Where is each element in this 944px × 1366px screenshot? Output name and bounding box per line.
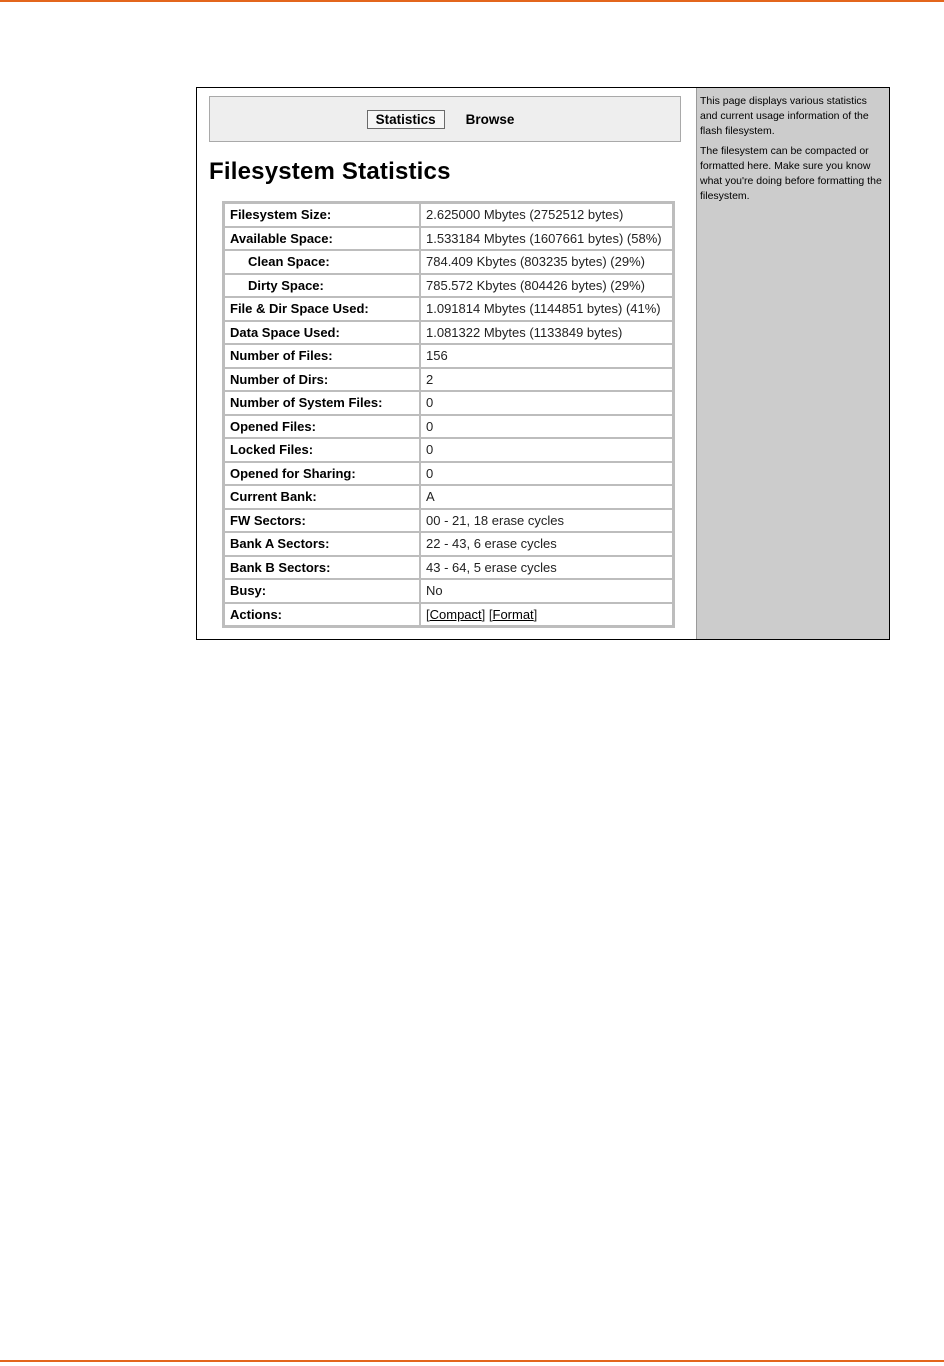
table-row	[224, 227, 673, 251]
tab-statistics[interactable]: Statistics	[367, 110, 445, 129]
row-value: 156	[420, 344, 673, 368]
row-value: 785.572 Kbytes (804426 bytes) (29%)	[420, 274, 673, 298]
row-value: 784.409 Kbytes (803235 bytes) (29%)	[420, 250, 673, 274]
tab-browse[interactable]: Browse	[465, 111, 515, 127]
table-row	[224, 274, 673, 298]
row-value: No	[420, 579, 673, 603]
compact-link[interactable]: Compact	[429, 606, 482, 622]
tab-bar	[209, 96, 681, 142]
row-value: A	[420, 485, 673, 509]
bracket-text: [	[426, 606, 430, 622]
row-label: Data Space Used:	[224, 321, 420, 345]
table-row	[224, 391, 673, 415]
row-value: 1.081322 Mbytes (1133849 bytes)	[420, 321, 673, 345]
actions-row	[224, 603, 673, 627]
row-value: 1.091814 Mbytes (1144851 bytes) (41%)	[420, 297, 673, 321]
table-row	[224, 415, 673, 439]
row-label: Current Bank:	[224, 485, 420, 509]
row-label: Bank B Sectors:	[224, 556, 420, 580]
row-label: Available Space:	[224, 227, 420, 251]
row-value: 43 - 64, 5 erase cycles	[420, 556, 673, 580]
row-value: 0	[420, 415, 673, 439]
table-row	[224, 250, 673, 274]
table-row	[224, 344, 673, 368]
table-row	[224, 556, 673, 580]
stats-table	[222, 201, 675, 628]
row-value: 2	[420, 368, 673, 392]
row-label: Locked Files:	[224, 438, 420, 462]
actions-label: Actions:	[224, 603, 420, 627]
row-label: Filesystem Size:	[224, 203, 420, 227]
row-label: Number of System Files:	[224, 391, 420, 415]
row-label: Dirty Space:	[224, 274, 420, 298]
row-label: Busy:	[224, 579, 420, 603]
screenshot-frame	[196, 87, 890, 640]
table-row	[224, 532, 673, 556]
row-label: Opened Files:	[224, 415, 420, 439]
table-row	[224, 368, 673, 392]
help-paragraph: The filesystem can be compacted or formatted here. Make sure you know what you're doing before formatting the filesystem.	[700, 145, 882, 202]
row-value: 1.533184 Mbytes (1607661 bytes) (58%)	[420, 227, 673, 251]
help-panel	[696, 88, 889, 639]
table-row	[224, 485, 673, 509]
table-row	[224, 438, 673, 462]
row-value: 22 - 43, 6 erase cycles	[420, 532, 673, 556]
bracket-text: ] [	[481, 606, 493, 622]
row-label: FW Sectors:	[224, 509, 420, 533]
table-row	[224, 579, 673, 603]
row-label: Opened for Sharing:	[224, 462, 420, 486]
table-row	[224, 462, 673, 486]
row-value: 0	[420, 462, 673, 486]
row-label: File & Dir Space Used:	[224, 297, 420, 321]
main-content	[197, 88, 696, 639]
row-label: Number of Dirs:	[224, 368, 420, 392]
row-value: 0	[420, 438, 673, 462]
row-value: 0	[420, 391, 673, 415]
actions-cell	[420, 603, 673, 627]
row-value: 00 - 21, 18 erase cycles	[420, 509, 673, 533]
table-row	[224, 509, 673, 533]
bottom-rule	[0, 1360, 944, 1362]
format-link[interactable]: Format	[492, 606, 534, 622]
row-label: Number of Files:	[224, 344, 420, 368]
table-row	[224, 321, 673, 345]
help-paragraph: This page displays various statistics and current usage information of the flash filesystem.	[700, 95, 869, 137]
top-rule	[0, 0, 944, 2]
table-row	[224, 203, 673, 227]
row-label: Clean Space:	[224, 250, 420, 274]
table-row	[224, 297, 673, 321]
row-label: Bank A Sectors:	[224, 532, 420, 556]
row-value: 2.625000 Mbytes (2752512 bytes)	[420, 203, 673, 227]
page-title: Filesystem Statistics	[209, 158, 451, 185]
bracket-text: ]	[533, 606, 538, 622]
